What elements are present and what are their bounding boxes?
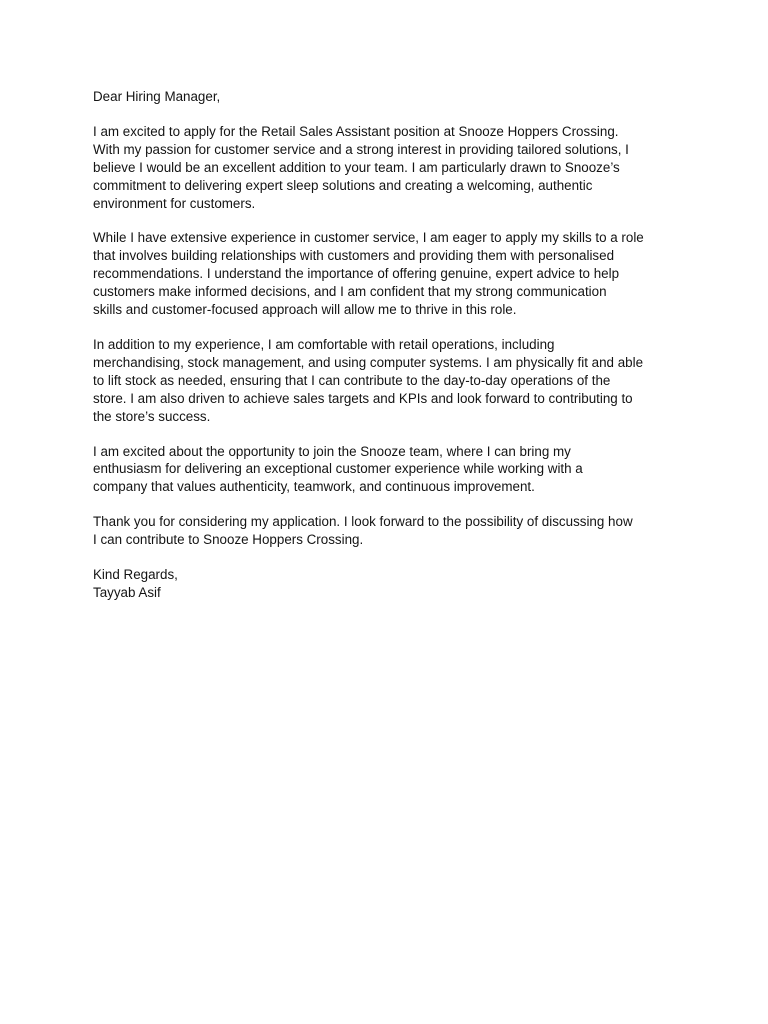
greeting: Dear Hiring Manager, <box>93 89 221 104</box>
text-line: In addition to my experience, I am comfortable with retail operations, including <box>93 336 555 352</box>
signature-name: Tayyab Asif <box>93 584 161 600</box>
text-line: recommendations. I understand the importance of offering genuine, expert advice to help <box>93 266 620 282</box>
text-line: the store’s success. <box>93 408 211 424</box>
text-line: Thank you for considering my application. I look forward to the possibility of discussing how <box>93 514 633 530</box>
text-line: While I have extensive experience in customer service, I am eager to apply my skills to a role <box>93 230 644 246</box>
paragraph-team <box>93 443 693 497</box>
text-line: merchandising, stock management, and using computer systems. I am physically fit and able <box>93 354 644 370</box>
text-line: I am excited about the opportunity to join the Snooze team, where I can bring my <box>93 443 571 459</box>
text-line: commitment to delivering expert sleep solutions and creating a welcoming, authentic <box>93 177 593 193</box>
cover-letter <box>93 88 693 602</box>
paragraph-intro <box>93 123 693 213</box>
text-line: environment for customers. <box>93 195 256 211</box>
text-line: skills and customer-focused approach will allow me to thrive in this role. <box>93 302 517 318</box>
paragraph-experience <box>93 229 693 319</box>
text-line: enthusiasm for delivering an exceptional customer experience while working with a <box>93 461 583 477</box>
text-line: to lift stock as needed, ensuring that I can contribute to the day-to-day operations of the <box>93 372 611 388</box>
paragraph-operations <box>93 336 693 426</box>
paragraph-thanks <box>93 513 693 549</box>
text-line: believe I would be an excellent addition to your team. I am particularly drawn to Snooze’s <box>93 159 620 175</box>
text-line: I am excited to apply for the Retail Sales Assistant position at Snooze Hoppers Crossing. <box>93 123 619 139</box>
text-line: With my passion for customer service and a strong interest in providing tailored solutions, I <box>93 141 629 157</box>
text-line: store. I am also driven to achieve sales targets and KPIs and look forward to contributing to <box>93 390 633 406</box>
sign-off <box>93 566 693 602</box>
text-line: that involves building relationships with customers and providing them with personalised <box>93 248 615 264</box>
closing-text: Kind Regards, <box>93 567 178 583</box>
text-line: I can contribute to Snooze Hoppers Crossing. <box>93 532 364 548</box>
text-line: company that values authenticity, teamwork, and continuous improvement. <box>93 479 535 495</box>
text-line: customers make informed decisions, and I am confident that my strong communication <box>93 284 607 300</box>
